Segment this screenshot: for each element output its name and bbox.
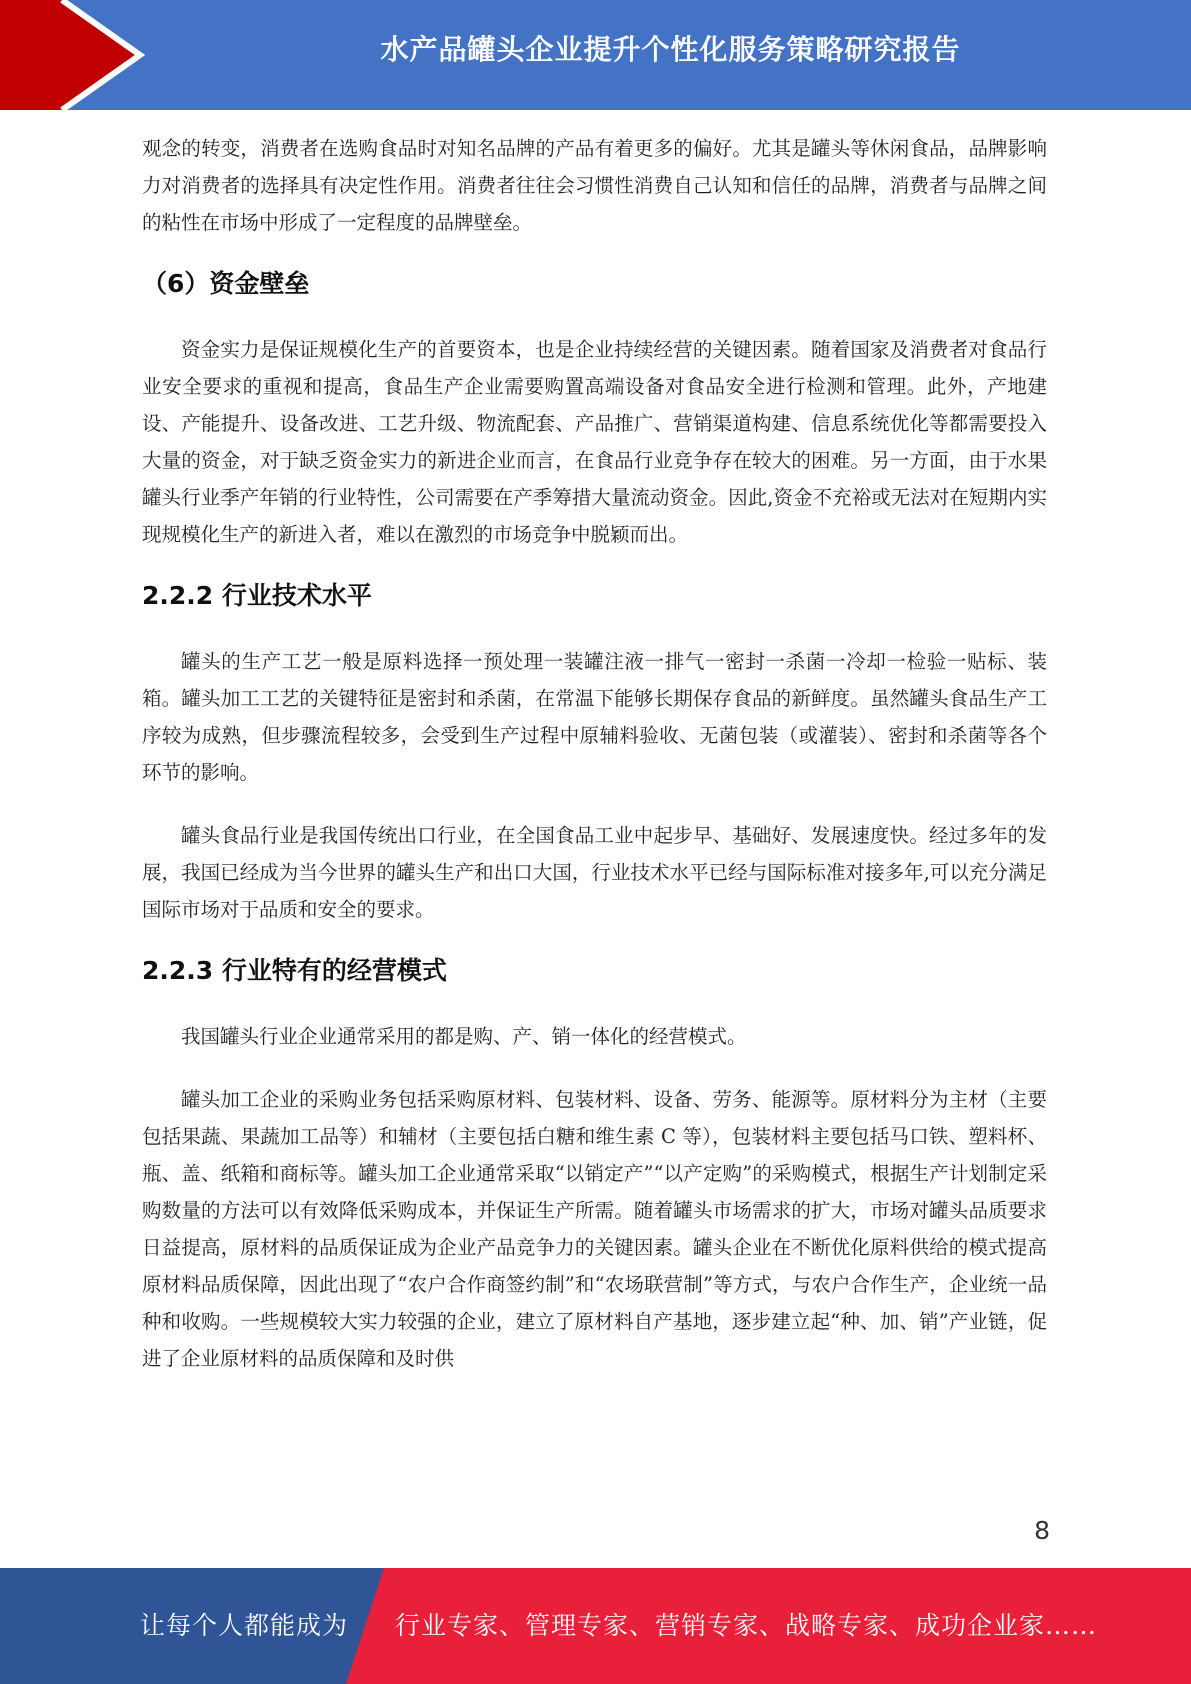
report-title: 水产品罐头企业提升个性化服务策略研究报告	[380, 33, 961, 66]
footer-slogan-right: 行业专家、管理专家、营销专家、战略专家、成功企业家……	[395, 1611, 1098, 1640]
document-body	[142, 130, 1047, 1377]
paragraph-business-model-intro: 我国罐头行业企业通常采用的都是购、产、销一体化的经营模式。	[181, 1025, 747, 1048]
paragraph-export-industry: 罐头食品行业是我国传统出口行业，在全国食品工业中起步早、基础好、发展速度快。经过多年的发展，我国已经成为当今世界的罐头生产和出口大国，行业技术水平已经与国际标准对接多年,可以充分满足国际市场对于品质和安全的要求。	[142, 824, 1047, 921]
footer-slogan-left: 让每个人都能成为	[140, 1611, 349, 1640]
page-footer	[0, 1568, 1191, 1684]
paragraph-capital-barrier: 资金实力是保证规模化生产的首要资本，也是企业持续经营的关键因素。随着国家及消费者对食品行业安全要求的重视和提高，食品生产企业需要购置高端设备对食品安全进行检测和管理。此外，产地建设、产能提升、设备改进、工艺升级、物流配套、产品推广、营销渠道构建、信息系统优化等都需要投入大量的资金，对于缺乏资金实力的新进企业而言，在食品行业竞争存在较大的困难。另一方面，由于水果罐头行业季产年销的行业特性，公司需要在产季筹措大量流动资金。因此,资金不充裕或无法对在短期内实现规模化生产的新进入者，难以在激烈的市场竞争中脱颖而出。	[142, 338, 1047, 546]
paragraph-brand-barrier-end: 观念的转变，消费者在选购食品时对知名品牌的产品有着更多的偏好。尤其是罐头等休闲食品，品牌影响力对消费者的选择具有决定性作用。消费者往往会习惯性消费自己认知和信任的品牌，消费者与品牌之间的粘性在市场中形成了一定程度的品牌壁垒。	[142, 137, 1047, 234]
heading-business-model: 2.2.3 行业特有的经营模式	[142, 956, 447, 985]
page-number: 8	[1034, 1516, 1050, 1545]
heading-capital-barrier: （6）资金壁垒	[142, 269, 310, 298]
paragraph-procurement: 罐头加工企业的采购业务包括采购原材料、包装材料、设备、劳务、能源等。原材料分为主材（主要包括果蔬、果蔬加工品等）和辅材（主要包括白糖和维生素 C 等），包装材料主要包括马口铁、塑料杯、瓶、盖、纸箱和商标等。罐头加工企业通常采取“以销定产”“以产定购”的采购模式，根据生产计划制定采购数量的方法可以有效降低采购成本，并保证生产所需。随着罐头市场需求的扩大，市场对罐头品质要求日益提高，原材料的品质保证成为企业产品竞争力的关键因素。罐头企业在不断优化原料供给的模式提高原材料品质保障，因此出现了“农户合作商签约制”和“农场联营制”等方式，与农户合作生产，企业统一品种和收购。一些规模较大实力较强的企业，建立了原材料自产基地，逐步建立起“种、加、销”产业链，促进了企业原材料的品质保障和及时供	[142, 1088, 1047, 1370]
paragraph-production-process: 罐头的生产工艺一般是原料选择一预处理一装罐注液一排气一密封一杀菌一冷却一检验一贴标、装箱。罐头加工工艺的关键特征是密封和杀菌，在常温下能够长期保存食品的新鲜度。虽然罐头食品生产工序较为成熟，但步骤流程较多，会受到生产过程中原辅料验收、无菌包装（或灌装）、密封和杀菌等各个环节的影响。	[142, 650, 1047, 784]
heading-tech-level: 2.2.2 行业技术水平	[142, 581, 372, 610]
page-header	[0, 0, 1191, 110]
header-chevron-icon	[0, 0, 160, 110]
